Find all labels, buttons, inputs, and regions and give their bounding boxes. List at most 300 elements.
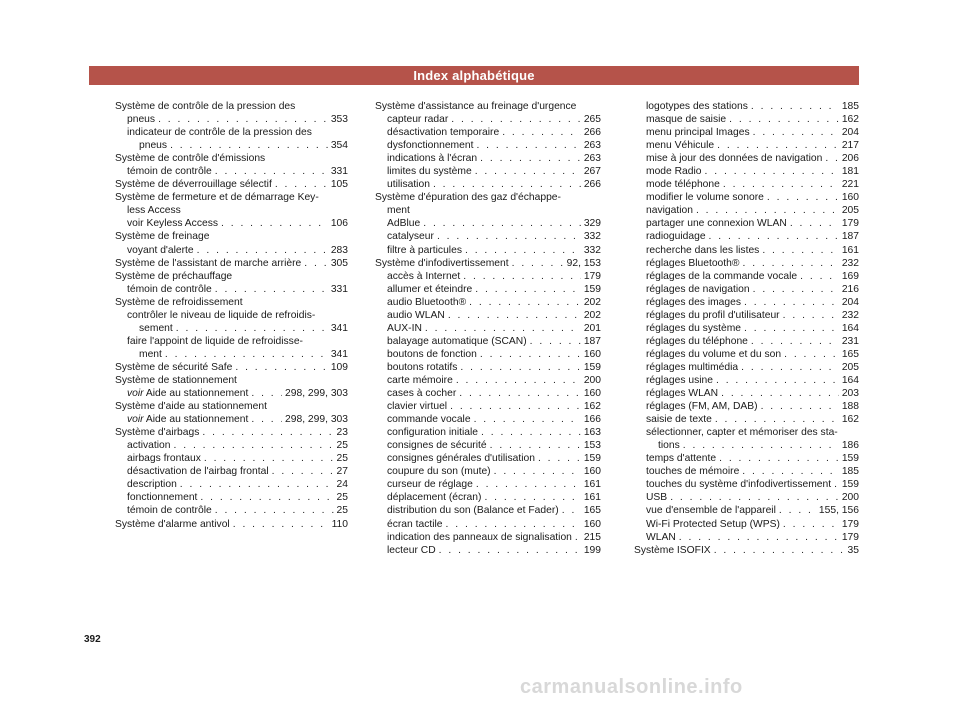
leader-dots — [679, 531, 839, 544]
index-entry-label: Système de sécurité Safe — [115, 361, 233, 373]
index-entry-label: mode téléphone — [646, 179, 720, 191]
page-reference: 341 — [330, 348, 348, 360]
index-entry-text — [127, 387, 248, 400]
index-entry-label: saisie de texte — [646, 414, 712, 426]
index-entry — [361, 400, 601, 413]
index-entry-text — [646, 465, 739, 478]
index-entry-label: boutons de fonction — [387, 348, 477, 360]
leader-dots — [448, 309, 581, 322]
leader-dots — [751, 335, 839, 348]
leader-dots — [575, 531, 581, 544]
index-entry — [101, 426, 348, 439]
index-entry-label: touches du système d'infodivertissement — [646, 479, 832, 491]
index-entry-text — [127, 413, 248, 426]
leader-dots — [463, 270, 581, 283]
leader-dots — [475, 165, 581, 178]
index-entry-text — [387, 452, 535, 465]
index-entry — [620, 387, 859, 400]
index-entry-text — [127, 204, 181, 217]
index-entry — [620, 491, 859, 504]
index-entry-label: description — [127, 479, 177, 491]
index-entry-label: vue d'ensemble de l'appareil — [646, 505, 776, 517]
index-entry-label: réglages de la commande vocale — [646, 270, 798, 282]
index-entry — [361, 257, 601, 270]
index-entry-text — [127, 335, 303, 348]
index-entry-label: Système de stationnement — [115, 374, 237, 386]
index-entry-label: réglages (FM, AM, DAB) — [646, 401, 758, 413]
index-entry-text — [646, 139, 714, 152]
index-entry — [361, 504, 601, 517]
index-entry-label: Système d'épuration des gaz d'échappe- — [375, 192, 561, 204]
index-entry-label: Système de refroidissement — [115, 296, 243, 308]
index-entry-text — [387, 309, 445, 322]
page-reference: 110 — [331, 518, 348, 530]
index-entry-text — [387, 465, 491, 478]
index-entry-label: réglages du système — [646, 322, 742, 334]
index-entry — [361, 113, 601, 126]
leader-dots — [451, 113, 581, 126]
index-entry — [101, 413, 348, 426]
index-entry-label: menu principal Images — [646, 127, 750, 139]
page-reference: 163 — [583, 427, 601, 439]
page-reference: 159 — [583, 283, 601, 295]
index-entry-text — [646, 413, 712, 426]
index-entry-text — [387, 531, 572, 544]
index-entry — [361, 191, 601, 204]
page-reference: 354 — [330, 140, 348, 152]
index-entry — [361, 165, 601, 178]
index-entry-label: airbags frontaux — [127, 453, 201, 465]
index-entry-text — [646, 400, 758, 413]
leader-dots — [200, 491, 333, 504]
index-entry — [361, 322, 601, 335]
leader-dots — [562, 504, 581, 517]
leader-dots — [423, 217, 581, 230]
index-entry-label: audio Bluetooth® — [387, 296, 467, 308]
index-entry-text — [127, 478, 177, 491]
index-entry-label: réglages du volume et du son — [646, 348, 782, 360]
index-entry-text — [646, 113, 726, 126]
leader-dots — [719, 452, 839, 465]
page-reference: 153 — [583, 440, 601, 452]
page-reference: 232 — [841, 257, 859, 269]
index-entry — [361, 348, 601, 361]
index-entry-text — [139, 139, 167, 152]
index-entry-label: logotypes des stations — [646, 101, 748, 112]
index-entry-label: sélectionner, capter et mémoriser des sta- — [646, 427, 838, 439]
index-entry — [620, 309, 859, 322]
index-entry-label: consignes générales d'utilisation — [387, 453, 535, 465]
index-entry-label: menu Véhicule — [646, 140, 715, 152]
index-entry-label: modifier le volume sonore — [646, 192, 764, 204]
index-entry — [361, 518, 601, 531]
index-entry-label: réglages multimédia — [646, 361, 739, 373]
index-entry — [101, 361, 348, 374]
index-entry — [101, 126, 348, 139]
leader-dots — [215, 165, 328, 178]
index-entry — [101, 165, 348, 178]
index-entry-text — [115, 400, 267, 413]
index-entry-label: réglages de navigation — [646, 283, 750, 295]
index-entry-text — [127, 309, 315, 322]
index-entry — [361, 478, 601, 491]
index-entry-label: Système d'infodivertissement — [375, 257, 509, 269]
index-entry-text — [646, 531, 676, 544]
index-entry-label: accès à Internet — [387, 270, 461, 282]
index-entry-label: navigation — [646, 205, 693, 217]
page-reference: 332 — [583, 231, 601, 243]
index-entry — [620, 139, 859, 152]
leader-dots — [762, 244, 838, 257]
page-reference: 179 — [841, 518, 859, 530]
index-entry-text — [646, 452, 716, 465]
index-entry-label: less Access — [127, 205, 181, 217]
index-entry — [361, 283, 601, 296]
index-entry-text — [127, 465, 269, 478]
index-entry-label: ment — [139, 348, 162, 360]
index-entry — [361, 439, 601, 452]
leader-dots — [709, 230, 839, 243]
index-entry-text — [646, 322, 741, 335]
leader-dots — [753, 126, 839, 139]
index-entry — [361, 413, 601, 426]
index-entry-label: Système d'assistance au freinage d'urgence — [375, 101, 577, 112]
index-entry-text — [646, 165, 702, 178]
index-entry-label: utilisation — [387, 179, 430, 191]
index-entry — [361, 544, 601, 557]
index-entry-text — [127, 113, 155, 126]
page-reference: 187 — [583, 335, 601, 347]
leader-dots — [170, 139, 328, 152]
index-entry — [101, 100, 348, 113]
index-entry-text — [139, 348, 162, 361]
leader-dots — [538, 452, 581, 465]
index-entry-text — [387, 504, 559, 517]
leader-dots — [490, 439, 581, 452]
page-reference: 203 — [841, 388, 859, 400]
page-reference: 266 — [583, 127, 601, 139]
page-reference: 23 — [336, 427, 348, 439]
leader-dots — [683, 439, 839, 452]
leader-dots — [744, 322, 839, 335]
index-entry-label: USB — [646, 492, 668, 504]
page-reference: 160 — [841, 192, 859, 204]
index-entry — [620, 257, 859, 270]
leader-dots — [783, 309, 839, 322]
index-entry-label: commande vocale — [387, 414, 471, 426]
index-entry-text — [646, 178, 720, 191]
index-entry — [620, 426, 859, 439]
leader-dots — [783, 518, 839, 531]
index-entry-text — [646, 426, 838, 439]
index-entry — [101, 191, 348, 204]
page-reference: 169 — [841, 270, 859, 282]
index-entry-label: radioguidage — [646, 231, 706, 243]
index-entry-text — [646, 244, 759, 257]
leader-dots — [767, 191, 839, 204]
leader-dots — [670, 491, 839, 504]
index-entry-text — [387, 400, 447, 413]
watermark: carmanualsonline.info — [520, 676, 743, 698]
index-entry-text — [127, 439, 171, 452]
page-reference: 329 — [583, 218, 601, 230]
page-reference: 106 — [330, 218, 348, 230]
index-entry-text — [387, 374, 453, 387]
index-entry-label: AUX-IN — [387, 322, 422, 334]
index-entry-text — [387, 230, 434, 243]
page-reference: 25 — [336, 505, 348, 517]
index-entry — [361, 244, 601, 257]
page-reference: 199 — [583, 544, 601, 556]
index-entry — [361, 178, 601, 191]
leader-dots — [476, 478, 581, 491]
index-entry-label: Aide au stationnement — [145, 388, 249, 400]
index-entry-label: clavier virtuel — [387, 401, 448, 413]
index-entry-label: contrôler le niveau de liquide de refroidis- — [127, 309, 316, 321]
index-entry-label: indications à l'écran — [387, 153, 478, 165]
page-reference: 232 — [841, 309, 859, 321]
index-entry — [101, 204, 348, 217]
page-reference: 216 — [841, 283, 859, 295]
index-entry-label: mode Radio — [646, 166, 702, 178]
index-entry-text — [387, 322, 422, 335]
page-reference: 164 — [841, 374, 859, 386]
index-entry-label: boutons rotatifs — [387, 361, 458, 373]
index-entry — [361, 452, 601, 465]
leader-dots — [729, 113, 839, 126]
index-entry — [620, 452, 859, 465]
index-entry-label: limites du système — [387, 166, 472, 178]
page-reference: 215 — [583, 531, 601, 543]
index-column-3 — [620, 100, 859, 557]
index-entry-label: réglages du téléphone — [646, 335, 748, 347]
index-entry — [620, 152, 859, 165]
leader-dots — [696, 204, 839, 217]
index-entry-text — [387, 139, 473, 152]
index-entry — [620, 465, 859, 478]
index-entry — [101, 374, 348, 387]
index-entry-text — [127, 504, 212, 517]
index-entry-text — [387, 387, 456, 400]
index-entry-text — [127, 244, 194, 257]
index-entry — [620, 126, 859, 139]
index-entry-label: touches de mémoire — [646, 466, 740, 478]
index-entry-text — [387, 439, 487, 452]
index-entry-text — [127, 165, 212, 178]
index-entry — [101, 348, 348, 361]
index-entry — [620, 374, 859, 387]
leader-dots — [204, 452, 334, 465]
leader-dots — [233, 518, 329, 531]
index-entry — [620, 478, 859, 491]
page-reference: 25 — [336, 492, 348, 504]
index-entry — [620, 348, 859, 361]
leader-dots — [717, 139, 839, 152]
index-entry-label: voyant d'alerte — [127, 244, 194, 256]
index-entry-label: configuration initiale — [387, 427, 479, 439]
page-reference: 160 — [583, 388, 601, 400]
page-reference: 179 — [841, 531, 859, 543]
leader-dots — [751, 100, 839, 113]
leader-dots — [158, 113, 328, 126]
index-entry-text — [387, 491, 481, 504]
page-reference: 160 — [583, 518, 601, 530]
index-entry-text — [127, 452, 201, 465]
index-entry-label: pneus — [127, 114, 156, 126]
index-entry-text — [658, 439, 680, 452]
leader-dots — [176, 322, 328, 335]
index-entry-text — [646, 374, 713, 387]
index-entry-label: consignes de sécurité — [387, 440, 487, 452]
index-entry — [620, 322, 859, 335]
index-entry-text — [646, 230, 706, 243]
leader-dots — [742, 465, 839, 478]
index-entry — [361, 100, 601, 113]
index-entry — [620, 204, 859, 217]
index-entry — [101, 230, 348, 243]
page-reference: 155, 156 — [818, 505, 859, 517]
page-reference: 263 — [583, 140, 601, 152]
index-entry-label: désactivation de l'airbag frontal — [127, 466, 269, 478]
leader-dots — [761, 400, 839, 413]
index-entry-label: indication des panneaux de signalisation — [387, 531, 572, 543]
index-entry-label: curseur de réglage — [387, 479, 473, 491]
leader-dots — [235, 361, 327, 374]
page-reference: 185 — [841, 466, 859, 478]
leader-dots — [530, 335, 581, 348]
index-entry — [361, 374, 601, 387]
index-entry-text — [646, 518, 780, 531]
index-entry — [101, 257, 348, 270]
index-entry-text — [375, 191, 561, 204]
index-entry — [620, 270, 859, 283]
index-entry — [361, 139, 601, 152]
page-reference: 179 — [841, 218, 859, 230]
page-reference: 267 — [583, 166, 601, 178]
page-reference: 162 — [841, 414, 859, 426]
leader-dots — [784, 348, 839, 361]
page-reference: 159 — [583, 361, 601, 373]
page-reference: 164 — [841, 322, 859, 334]
leader-dots — [494, 465, 581, 478]
index-entry — [101, 113, 348, 126]
index-entry — [620, 335, 859, 348]
leader-dots — [753, 283, 839, 296]
page-reference: 205 — [841, 361, 859, 373]
index-entry-label: témoin de contrôle — [127, 283, 212, 295]
page-reference: 202 — [583, 296, 601, 308]
index-entry — [620, 178, 859, 191]
index-entry-text — [387, 413, 471, 426]
index-column-1 — [101, 100, 348, 531]
index-entry-label: balayage automatique (SCAN) — [387, 335, 527, 347]
index-entry — [101, 270, 348, 283]
index-entry-text — [115, 257, 301, 270]
index-entry — [361, 270, 601, 283]
page-reference: 162 — [583, 401, 601, 413]
leader-dots — [512, 257, 564, 270]
index-entry-text — [387, 544, 436, 557]
leader-dots — [251, 387, 282, 400]
leader-dots — [460, 361, 580, 374]
leader-dots — [475, 283, 581, 296]
page-reference: 263 — [583, 153, 601, 165]
leader-dots — [800, 270, 839, 283]
index-entry-label: pneus — [139, 140, 168, 152]
leader-dots — [825, 152, 839, 165]
index-entry-text — [646, 309, 780, 322]
page-reference: 161 — [583, 492, 601, 504]
index-entry — [101, 296, 348, 309]
index-entry-label: dysfonctionnement — [387, 140, 474, 152]
index-entry-label: ment — [387, 205, 410, 217]
leader-dots — [476, 139, 580, 152]
index-entry-label: Système de contrôle de la pression des — [115, 101, 296, 112]
leader-dots — [744, 296, 839, 309]
leader-dots — [197, 244, 328, 257]
index-entry-text — [115, 230, 209, 243]
page-reference: 27 — [336, 466, 348, 478]
index-entry-label: Système de freinage — [115, 231, 210, 243]
index-entry-label: sement — [139, 322, 173, 334]
page-reference: 204 — [841, 127, 859, 139]
index-entry-text — [646, 283, 750, 296]
index-entry — [101, 439, 348, 452]
index-entry-label: indicateur de contrôle de la pression des — [127, 127, 312, 139]
index-entry — [620, 296, 859, 309]
index-entry-text — [127, 283, 212, 296]
index-entry-label: activation — [127, 440, 171, 452]
index-entry — [101, 139, 348, 152]
index-entry — [361, 217, 601, 230]
see-reference: voir — [127, 414, 144, 426]
page-reference: 159 — [841, 453, 859, 465]
page-reference: 265 — [583, 114, 601, 126]
index-entry-label: déplacement (écran) — [387, 492, 482, 504]
index-entry — [361, 491, 601, 504]
page-reference: 161 — [841, 244, 859, 256]
page-reference: 298, 299, 303 — [285, 414, 348, 426]
index-entry-text — [375, 257, 509, 270]
leader-dots — [221, 217, 328, 230]
index-entry — [620, 544, 859, 557]
page-reference: 206 — [841, 153, 859, 165]
index-entry-label: réglages du profil d'utilisateur — [646, 309, 780, 321]
index-entry-text — [387, 165, 472, 178]
index-entry — [361, 296, 601, 309]
index-entry — [620, 230, 859, 243]
index-entry — [101, 478, 348, 491]
index-entry-text — [387, 204, 410, 217]
index-entry — [361, 465, 601, 478]
index-entry-label: recherche dans les listes — [646, 244, 760, 256]
index-entry — [101, 491, 348, 504]
page-reference: 341 — [330, 322, 348, 334]
index-entry-label: réglages Bluetooth® — [646, 257, 740, 269]
page-reference: 162 — [841, 114, 859, 126]
leader-dots — [790, 217, 839, 230]
index-entry — [620, 504, 859, 517]
page-reference: 25 — [336, 453, 348, 465]
index-entry — [361, 204, 601, 217]
index-entry-text — [115, 152, 265, 165]
index-entry-text — [646, 296, 741, 309]
page-reference: 25 — [336, 440, 348, 452]
page-reference: 166 — [583, 414, 601, 426]
index-entry-label: réglages usine — [646, 374, 713, 386]
index-entry-text — [387, 348, 477, 361]
page-reference: 204 — [841, 296, 859, 308]
